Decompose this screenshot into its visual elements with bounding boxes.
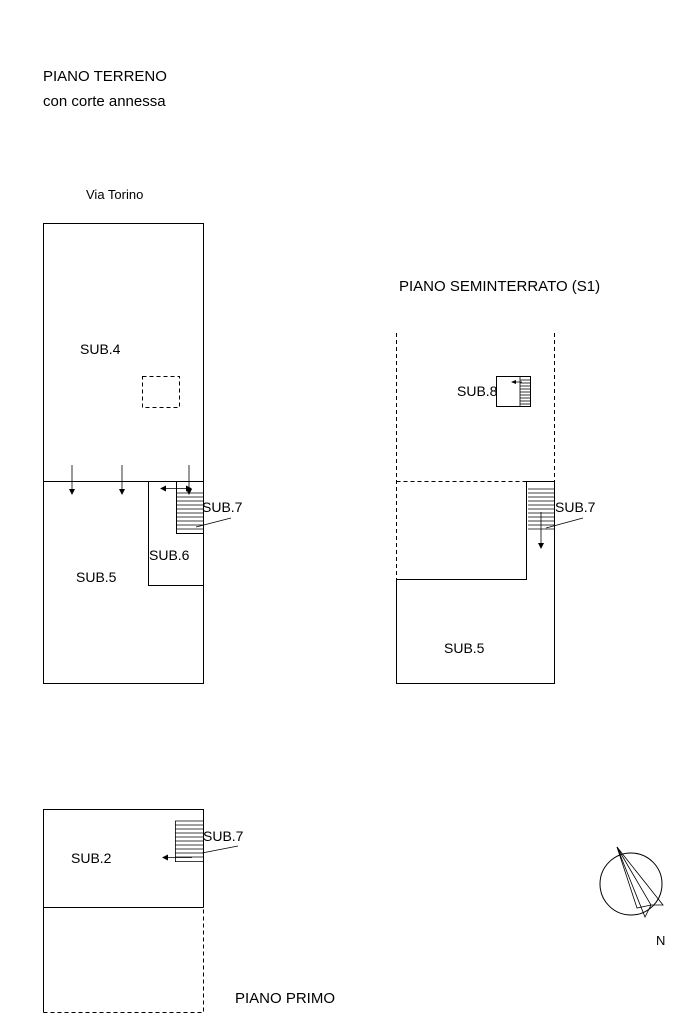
first-floor-sub7-label: SUB.7 (203, 828, 244, 844)
down-arrow-icon (538, 512, 544, 549)
sub6-label: SUB.6 (149, 547, 190, 563)
basement-sub5-label: SUB.5 (444, 640, 485, 656)
compass-icon (600, 847, 663, 917)
basement-title: PIANO SEMINTERRATO (S1) (399, 278, 601, 295)
sub7-leader (196, 518, 231, 527)
access-arrows (69, 465, 192, 495)
left-arrow-icon (162, 855, 192, 861)
ground-floor-plan (44, 224, 243, 684)
first-floor-stair-icon (175, 821, 203, 862)
first-floor-dashed-outline (44, 908, 204, 1013)
first-floor-outline (44, 810, 204, 1013)
sub8-stair-icon (497, 377, 531, 407)
sub7-label: SUB.7 (202, 499, 243, 515)
basement-plan (397, 333, 596, 684)
ground-floor-outline (44, 224, 204, 684)
sub2-label: SUB.2 (71, 850, 112, 866)
sub5-label: SUB.5 (76, 569, 117, 585)
sub4-label: SUB.4 (80, 341, 121, 357)
first-floor-title: PIANO PRIMO (235, 990, 336, 1007)
street-label: Via Torino (86, 187, 144, 202)
basement-sub7-leader (546, 518, 583, 528)
dashed-opening (143, 377, 180, 408)
basement-sub7-label: SUB.7 (555, 499, 596, 515)
north-label: N (656, 933, 666, 948)
ground-floor-subtitle: con corte annessa (43, 93, 166, 110)
stair-icon (176, 493, 203, 529)
first-floor-plan (44, 810, 244, 1013)
ground-floor-title: PIANO TERRENO (43, 68, 167, 85)
first-floor-sub7-leader (202, 846, 238, 853)
sub8-label: SUB.8 (457, 383, 498, 399)
